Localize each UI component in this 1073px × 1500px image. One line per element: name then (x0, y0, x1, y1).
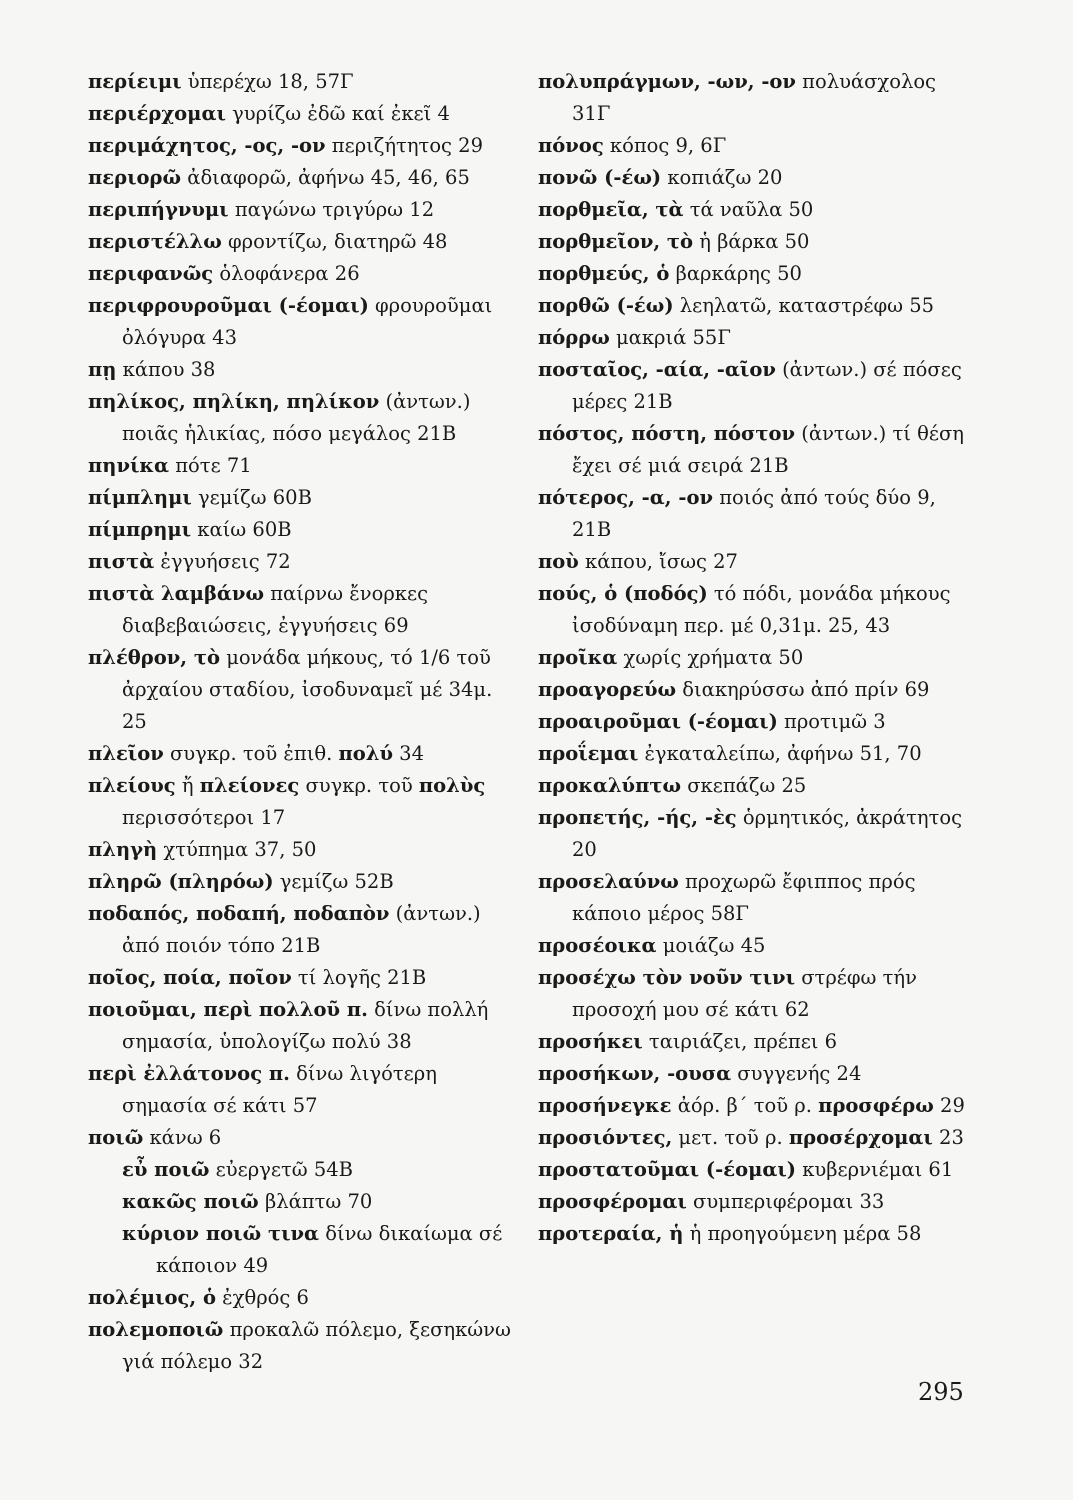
glossary-entry (538, 802, 978, 866)
entry-definition: ἀόρ. β΄ τοῦ ρ. (671, 1094, 819, 1117)
glossary-entry (538, 162, 978, 194)
glossary-entry (538, 546, 978, 578)
entry-headword: πορθμεύς, ὁ (538, 262, 670, 285)
entry-definition: συγκρ. τοῦ ἐπιθ. (163, 742, 339, 765)
entry-definition: ἐχθρός 6 (215, 1286, 309, 1309)
entry-definition: συγγενής 24 (731, 1062, 862, 1085)
glossary-entry (538, 962, 978, 1026)
entry-definition: φροντίζω, διατηρῶ 48 (221, 230, 448, 253)
entry-definition: λεηλατῶ, καταστρέφω 55 (673, 294, 935, 317)
entry-headword: προσήκων, -ουσα (538, 1062, 732, 1085)
entry-headword: πούς, ὁ (ποδός) (538, 582, 708, 605)
glossary-entry (538, 674, 978, 706)
entry-definition: γεμίζω 60Β (191, 486, 312, 509)
entry-headword: προσφέρω (818, 1094, 934, 1117)
entry-headword: προῖκα (538, 646, 618, 669)
entry-headword: προσέρχομαι (788, 1126, 933, 1149)
entry-definition: ἐγκαταλείπω, ἀφήνω 51, 70 (638, 742, 922, 765)
glossary-entry (538, 482, 978, 546)
entry-headword: πολέμιος, ὁ (88, 1286, 216, 1309)
entry-definition: κάνω 6 (143, 1126, 222, 1149)
entry-definition: τό πόδι, μονάδα μήκους ἰσοδύναμη περ. μέ 0,31μ. 25, 43 (572, 582, 951, 637)
entry-definition: 29 (933, 1094, 965, 1117)
glossary-entry (88, 898, 518, 962)
entry-headword: περιφανῶς (88, 262, 214, 285)
entry-definition: δίνω δικαίωμα σέ κάποιον 49 (156, 1222, 503, 1277)
entry-definition: (ἀντων.) σέ πόσες μέρες 21Β (572, 358, 962, 413)
entry-headword: πόστος, πόστη, πόστον (538, 422, 796, 445)
entry-definition: πολυάσχολος 31Γ (572, 70, 936, 125)
entry-definition: κοπιάζω 20 (661, 166, 783, 189)
entry-headword: περὶ ἐλλάτονος π. (88, 1062, 290, 1085)
entry-headword: εὖ ποιῶ (122, 1158, 210, 1181)
entry-headword: πορθῶ (-έω) (538, 294, 674, 317)
entry-definition: προχωρῶ ἔφιππος πρός κάποιο μέρος 58Γ (572, 870, 916, 925)
glossary-entry (538, 738, 978, 770)
entry-definition: ὑπερέχω 18, 57Γ (181, 70, 354, 93)
entry-headword: πότερος, -α, -ον (538, 486, 713, 509)
glossary-entry (88, 130, 518, 162)
glossary-entry (122, 1218, 518, 1282)
glossary-entry (88, 1314, 518, 1378)
glossary-entry (88, 354, 518, 386)
glossary-entry (538, 642, 978, 674)
glossary-entry (88, 98, 518, 130)
entry-headword: πλεῖον (88, 742, 164, 765)
entry-definition: κόπος 9, 6Γ (603, 134, 727, 157)
entry-headword: περιφρουροῦμαι (-έομαι) (88, 294, 369, 317)
glossary-entry (88, 1058, 518, 1122)
entry-headword: πορθμεῖον, τὸ (538, 230, 694, 253)
entry-definition: δίνω λιγότερη σημασία σέ κάτι 57 (122, 1062, 437, 1117)
entry-headword: προΐεμαι (538, 742, 639, 765)
entry-headword: ποιῶ (88, 1126, 144, 1149)
glossary-entry (538, 770, 978, 802)
entry-headword: πολεμοποιῶ (88, 1318, 224, 1341)
entry-headword: πλείονες (199, 774, 300, 797)
entry-definition: ἀδιαφορῶ, ἀφήνω 45, 46, 65 (181, 166, 470, 189)
entry-definition: διακηρύσσω ἀπό πρίν 69 (676, 678, 930, 701)
entry-definition: 34 (392, 742, 424, 765)
entry-definition: ἡ προηγούμενη μέρα 58 (683, 1222, 922, 1245)
entry-definition: μοιάζω 45 (656, 934, 766, 957)
entry-definition: ἤ (175, 774, 200, 797)
glossary-entry (538, 1058, 978, 1090)
left-column (88, 66, 518, 1378)
entry-headword: ποῖος, ποία, ποῖον (88, 966, 292, 989)
entry-definition: κυβερνιέμαι 61 (796, 1158, 954, 1181)
entry-definition: σκεπάζω 25 (681, 774, 807, 797)
entry-definition: παγώνω τριγύρω 12 (228, 198, 435, 221)
entry-definition: ὁλοφάνερα 26 (213, 262, 360, 285)
glossary-entry (538, 1186, 978, 1218)
glossary-entry (88, 1282, 518, 1314)
glossary-entry (88, 482, 518, 514)
glossary-entry (538, 418, 978, 482)
entry-definition: στρέφω τήν προσοχή μου σέ κάτι 62 (572, 966, 917, 1021)
glossary-entry (88, 66, 518, 98)
entry-definition: ὁρμητικός, ἀκράτητος 20 (572, 806, 963, 861)
glossary-entry (538, 194, 978, 226)
glossary-entry (88, 226, 518, 258)
entry-headword: προτεραία, ἡ (538, 1222, 684, 1245)
entry-headword: περιορῶ (88, 166, 182, 189)
entry-definition: προτιμῶ 3 (777, 710, 886, 733)
entry-definition: φρουροῦμαι ὀλόγυρα 43 (122, 294, 493, 349)
glossary-entry (538, 226, 978, 258)
entry-headword: πηνίκα (88, 454, 170, 477)
glossary-entry (538, 930, 978, 962)
glossary-entry (538, 258, 978, 290)
entry-headword: πίμπρημι (88, 518, 192, 541)
entry-definition: συμπεριφέρομαι 33 (686, 1190, 885, 1213)
entry-definition: 23 (932, 1126, 964, 1149)
entry-definition: τά ναῦλα 50 (683, 198, 814, 221)
glossary-entry (88, 194, 518, 226)
entry-headword: προσιόντες, (538, 1126, 673, 1149)
entry-headword: προστατοῦμαι (-έομαι) (538, 1158, 797, 1181)
entry-headword: περιπήγνυμι (88, 198, 229, 221)
entry-headword: πόρρω (538, 326, 610, 349)
glossary-entry (88, 514, 518, 546)
glossary-entry (538, 706, 978, 738)
entry-definition: μονάδα μήκους, τό 1/6 τοῦ ἀρχαίου σταδίου, ἰσοδυναμεῖ μέ 34μ. 25 (122, 646, 493, 733)
entry-definition: βλάπτω 70 (258, 1190, 373, 1213)
glossary-entry (538, 322, 978, 354)
glossary-entry (122, 1186, 518, 1218)
page-number: 295 (918, 1378, 964, 1406)
entry-headword: κακῶς ποιῶ (122, 1190, 259, 1213)
entry-definition: ποιός ἀπό τούς δύο 9, 21Β (572, 486, 936, 541)
entry-headword: πληγὴ (88, 838, 158, 861)
entry-definition: ἡ βάρκα 50 (693, 230, 810, 253)
entry-headword: πηλίκος, πηλίκη, πηλίκον (88, 390, 380, 413)
glossary-entry (538, 1218, 978, 1250)
entry-definition: πότε 71 (169, 454, 252, 477)
entry-definition: τί λογῆς 21Β (291, 966, 427, 989)
glossary-entry (538, 1090, 978, 1122)
entry-headword: πῃ (88, 358, 117, 381)
entry-definition: εὐεργετῶ 54Β (209, 1158, 353, 1181)
entry-headword: προσέοικα (538, 934, 657, 957)
entry-definition: μετ. τοῦ ρ. (672, 1126, 789, 1149)
right-column (538, 66, 978, 1250)
glossary-entry (538, 1026, 978, 1058)
entry-headword: προαγορεύω (538, 678, 677, 701)
entry-definition: μακριά 55Γ (609, 326, 731, 349)
entry-definition: ταιριάζει, πρέπει 6 (642, 1030, 838, 1053)
entry-headword: πονῶ (-έω) (538, 166, 662, 189)
entry-definition: κάπου 38 (116, 358, 216, 381)
entry-headword: πιστὰ (88, 550, 155, 573)
entry-definition: γεμίζω 52Β (273, 870, 394, 893)
entry-headword: περιμάχητος, -ος, -ον (88, 134, 326, 157)
entry-headword: προσελαύνω (538, 870, 679, 893)
entry-headword: πληρῶ (πληρόω) (88, 870, 274, 893)
glossary-entry (538, 354, 978, 418)
entry-headword: προσήνεγκε (538, 1094, 672, 1117)
entry-headword: κύριον ποιῶ τινα (122, 1222, 320, 1245)
glossary-entry (88, 578, 518, 642)
glossary-entry (88, 386, 518, 450)
glossary-entry (88, 290, 518, 354)
glossary-entry (538, 290, 978, 322)
glossary-entry (88, 994, 518, 1058)
glossary-entry (88, 162, 518, 194)
entry-definition: περισσότεροι 17 (122, 806, 286, 829)
glossary-entry (88, 546, 518, 578)
entry-definition: συγκρ. τοῦ (299, 774, 419, 797)
entry-headword: προπετής, -ής, -ὲς (538, 806, 737, 829)
entry-headword: προσφέρομαι (538, 1190, 687, 1213)
entry-headword: ποσταῖος, -αία, -αῖον (538, 358, 776, 381)
entry-headword: ποδαπός, ποδαπή, ποδαπὸν (88, 902, 390, 925)
entry-definition: γυρίζω ἐδῶ καί ἐκεῖ 4 (225, 102, 450, 125)
glossary-entry (88, 450, 518, 482)
entry-headword: πόνος (538, 134, 604, 157)
glossary-entry (88, 258, 518, 290)
entry-definition: περιζήτητος 29 (325, 134, 483, 157)
entry-headword: περίειμι (88, 70, 182, 93)
entry-definition: ἐγγυήσεις 72 (154, 550, 291, 573)
glossary-entry (88, 962, 518, 994)
entry-definition: δίνω πολλή σημασία, ὑπολογίζω πολύ 38 (122, 998, 489, 1053)
entry-headword: προσέχω τὸν νοῦν τινι (538, 966, 796, 989)
entry-headword: πίμπλημι (88, 486, 192, 509)
entry-headword: περιέρχομαι (88, 102, 226, 125)
entry-definition: (ἀντων.) ποιᾶς ἡλικίας, πόσο μεγάλος 21Β (122, 390, 471, 445)
glossary-entry (538, 578, 978, 642)
glossary-entry (538, 1122, 978, 1154)
entry-headword: περιστέλλω (88, 230, 222, 253)
entry-headword: ποὺ (538, 550, 579, 573)
glossary-entry (88, 770, 518, 834)
entry-headword: πλείους (88, 774, 176, 797)
glossary-entry (122, 1154, 518, 1186)
glossary-entry (88, 642, 518, 738)
glossary-entry (538, 130, 978, 162)
entry-definition: καίω 60Β (191, 518, 292, 541)
entry-headword: πιστὰ λαμβάνω (88, 582, 265, 605)
entry-headword: πλέθρον, τὸ (88, 646, 221, 669)
entry-definition: παίρνω ἔνορκες διαβεβαιώσεις, ἐγγυήσεις 69 (122, 582, 428, 637)
entry-headword: πολύ (338, 742, 393, 765)
entry-definition: (ἀντων.) τί θέση ἔχει σέ μιά σειρά 21Β (572, 422, 964, 477)
entry-definition: χωρίς χρήματα 50 (617, 646, 804, 669)
glossary-entry (538, 66, 978, 130)
entry-definition: κάπου, ἴσως 27 (578, 550, 738, 573)
entry-headword: προκαλύπτω (538, 774, 682, 797)
glossary-entry (88, 738, 518, 770)
entry-headword: προαιροῦμαι (-έομαι) (538, 710, 778, 733)
glossary-entry (538, 866, 978, 930)
glossary-entry (538, 1154, 978, 1186)
entry-definition: προκαλῶ πόλεμο, ξεσηκώνω γιά πόλεμο 32 (122, 1318, 511, 1373)
entry-definition: βαρκάρης 50 (669, 262, 802, 285)
entry-headword: πολὺς (418, 774, 486, 797)
entry-headword: ποιοῦμαι, περὶ πολλοῦ π. (88, 998, 368, 1021)
entry-headword: πορθμεῖα, τὰ (538, 198, 684, 221)
glossary-entry (88, 834, 518, 866)
glossary-entry (88, 1122, 518, 1154)
entry-definition: (ἀντων.) ἀπό ποιόν τόπο 21Β (122, 902, 481, 957)
entry-headword: πολυπράγμων, -ων, -ον (538, 70, 796, 93)
glossary-entry (88, 866, 518, 898)
entry-headword: προσήκει (538, 1030, 643, 1053)
entry-definition: χτύπημα 37, 50 (157, 838, 317, 861)
